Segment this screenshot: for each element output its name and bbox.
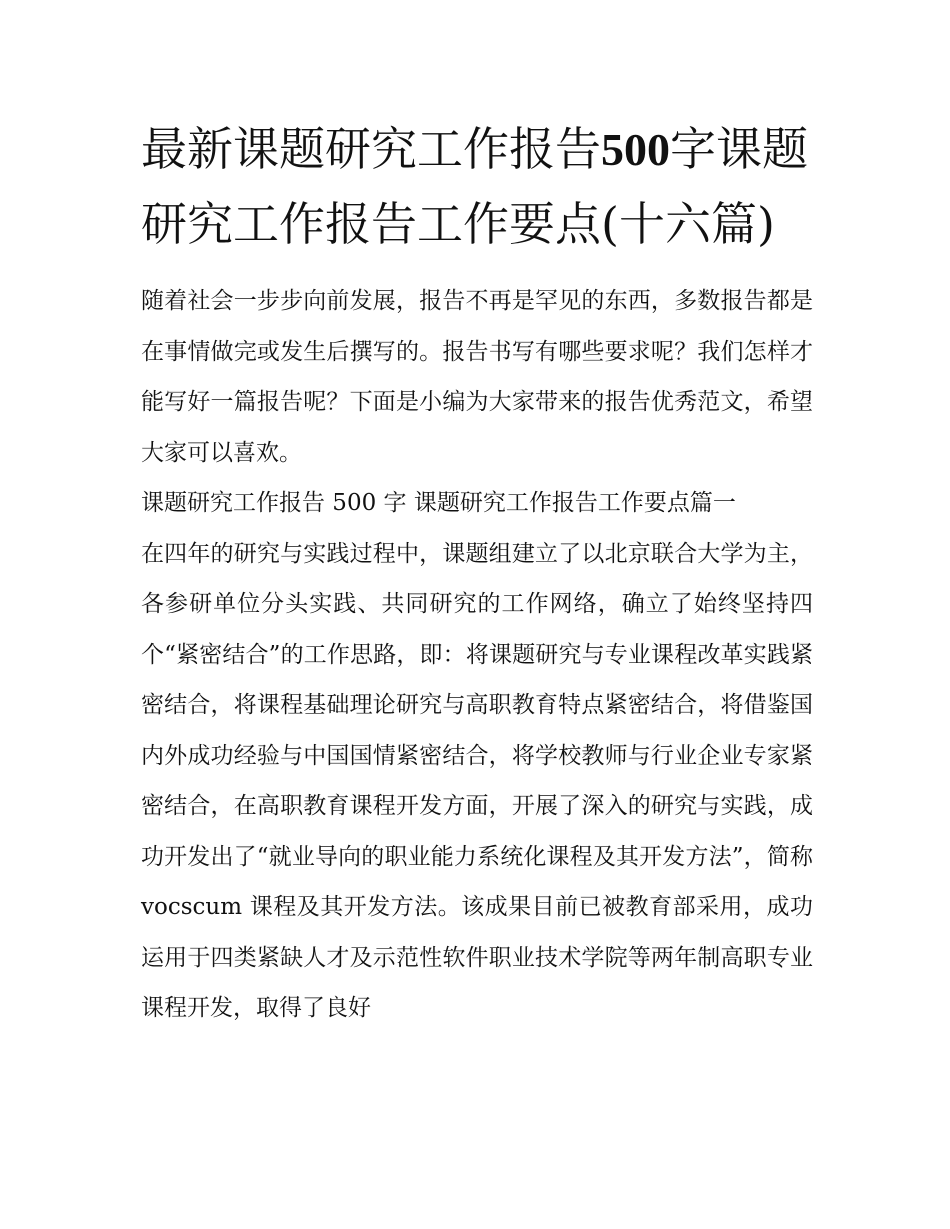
body-paragraph: 在四年的研究与实践过程中，课题组建立了以北京联合大学为主，各参研单位分头实践、共同研究的工作网络，确立了始终坚持四个“紧密结合”的工作思路，即：将课题研究与专业课程改革实践紧密结合，将课程基础理论研究与高职教育特点紧密结合，将借鉴国内外成功经验与中国国情紧密结合，将学校教师与行业企业专家紧密结合，在高职教育课程开发方面，开展了深入的研究与实践，成功开发出了“就业导向的职业能力系统化课程及其开发方法”，简称 vocscum 课程及其开发方法。该成果目前已被教育部采用，成功运用于四类紧缺人才及示范性软件职业技术学院等两年制高职专业课程开发，取得了良好	[141, 540, 813, 1021]
document-content	[141, 112, 813, 1034]
intro-paragraph: 随着社会一步步向前发展，报告不再是罕见的东西，多数报告都是在事情做完或发生后撰写的。报告书写有哪些要求呢？我们怎样才能写好一篇报告呢？下面是小编为大家带来的报告优秀范文，希望大家可以喜欢。	[141, 288, 813, 466]
title-part-1: 最新课题研究工作报告	[141, 122, 601, 176]
document-title	[141, 112, 813, 261]
section-heading: 课题研究工作报告 500 字 课题研究工作报告工作要点篇一	[141, 490, 736, 516]
title-part-2: 字课题研究工作报告工作要点(十六篇)	[141, 122, 808, 251]
title-number: 500	[601, 124, 670, 175]
